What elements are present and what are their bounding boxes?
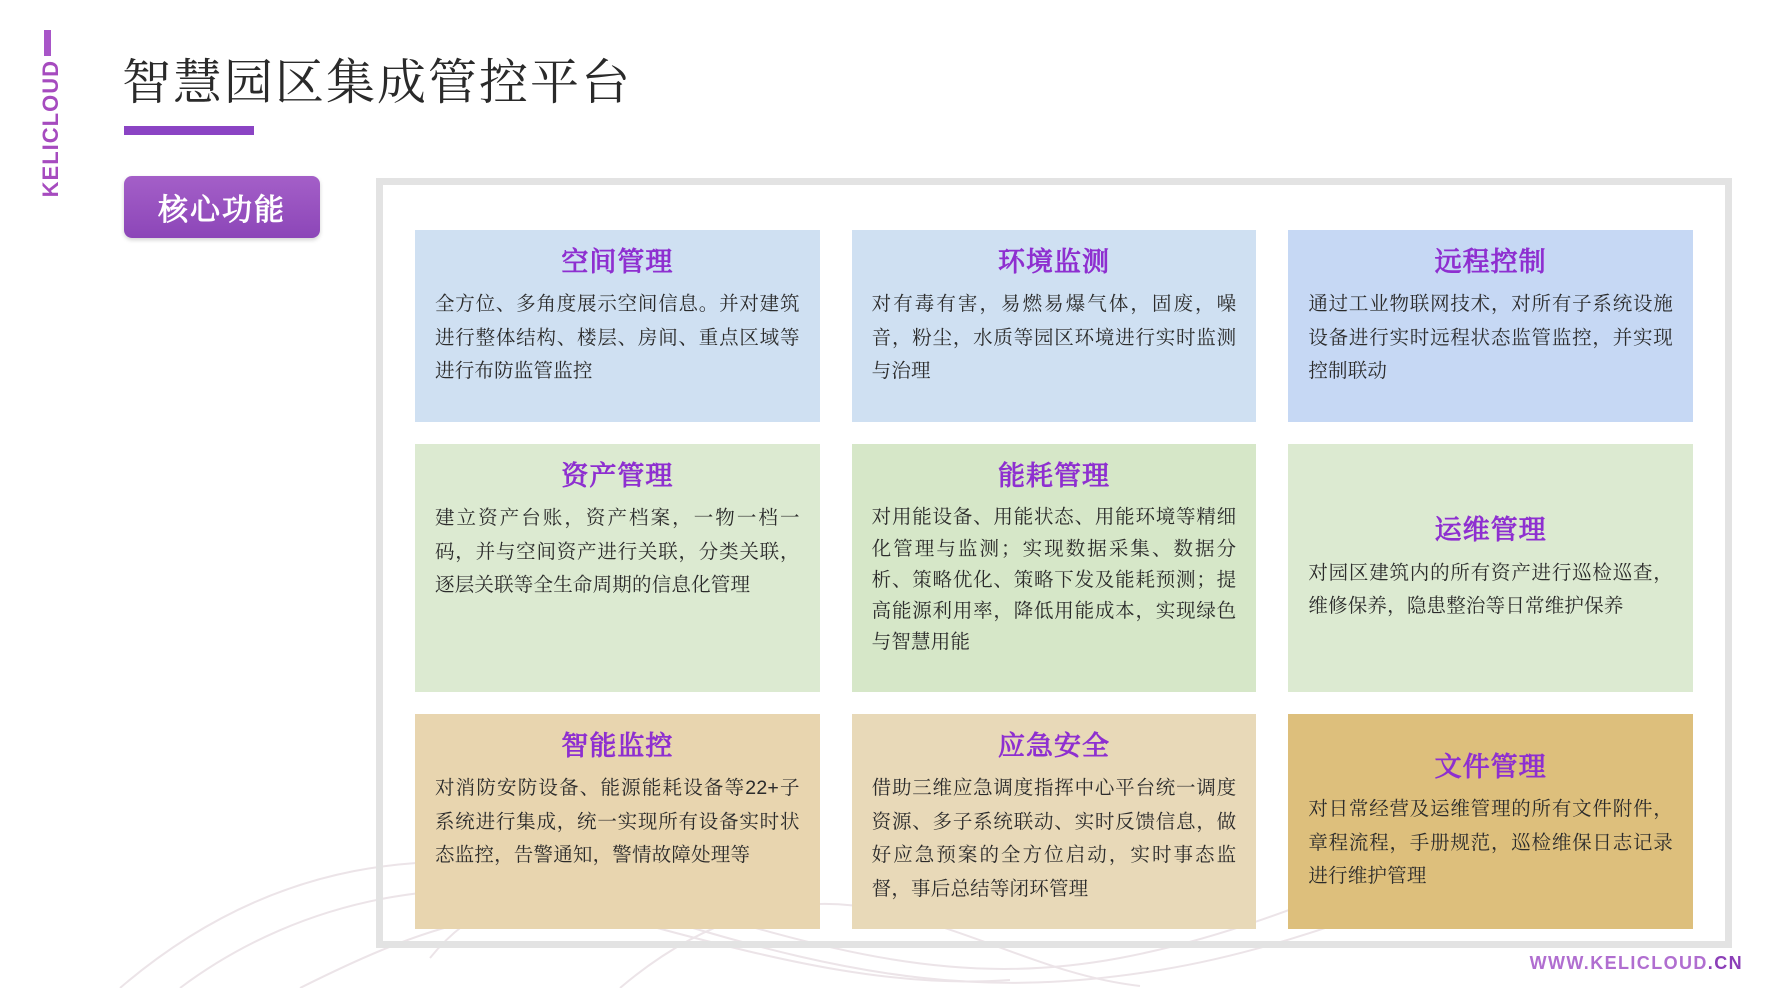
card-body: 对用能设备、用能状态、用能环境等精细化管理与监测；实现数据采集、数据分析、策略优化、策略下发及能耗预测；提高能源利用率，降低用能成本，实现绿色与智慧用能 [871,506,1237,654]
card-title: 空间管理 [561,247,674,277]
title-underline [124,126,254,135]
footer-website [1530,953,1743,974]
card-body: 通过工业物联网技术，对所有子系统设施设备进行实时远程状态监管监控，并实现控制联动 [1308,293,1673,383]
function-card-grid [383,185,1725,941]
footer-website-suffix: .CN [1707,953,1743,973]
card-title: 文件管理 [1434,752,1547,782]
card-body: 对日常经营及运维管理的所有文件附件，章程流程，手册规范，巡检维保日志记录进行维护管理 [1308,798,1673,888]
card-body: 建立资产台账，资产档案，一物一档一码，并与空间资产进行关联，分类关联，逐层关联等全生命周期的信息化管理 [435,507,800,597]
brand-name: KELICLOUD [38,60,63,198]
card-title: 应急安全 [997,731,1110,761]
card-body: 对有毒有害，易燃易爆气体，固废，噪音，粉尘，水质等园区环境进行实时监测与治理 [871,293,1237,383]
function-card-intelligent-monitoring [415,714,820,929]
section-label-core-functions: 核心功能 [124,176,320,238]
card-title: 资产管理 [561,461,674,491]
function-card-space-management [415,230,820,422]
brand-logo [38,30,84,280]
card-title: 能耗管理 [997,461,1110,491]
brand-accent-bar [44,30,51,56]
page-title: 智慧园区集成管控平台 [122,56,633,110]
card-title: 远程控制 [1434,247,1547,277]
card-body: 全方位、多角度展示空间信息。并对建筑进行整体结构、楼层、房间、重点区域等进行布防监管监控 [435,293,800,383]
card-title: 环境监测 [997,247,1110,277]
core-functions-panel [376,178,1732,948]
card-title: 智能监控 [561,731,674,761]
card-body: 借助三维应急调度指挥中心平台统一调度资源、多子系统联动、实时反馈信息，做好应急预案的全方位启动，实时事态监督，事后总结等闭环管理 [871,777,1237,900]
function-card-energy-management [852,444,1257,692]
function-card-emergency-safety [852,714,1257,929]
function-card-environment-monitoring [852,230,1257,422]
function-card-file-management [1288,714,1693,929]
card-body: 对园区建筑内的所有资产进行巡检巡查，维修保养，隐患整治等日常维护保养 [1308,561,1673,618]
footer-website-main: WWW.KELICLOUD [1529,953,1708,973]
card-title: 运维管理 [1434,515,1547,546]
function-card-asset-management [415,444,820,692]
function-card-operations-management [1288,444,1693,692]
function-card-remote-control [1288,230,1693,422]
card-body: 对消防安防设备、能源能耗设备等22+子系统进行集成，统一实现所有设备实时状态监控，告警通知，警情故障处理等 [435,777,800,867]
